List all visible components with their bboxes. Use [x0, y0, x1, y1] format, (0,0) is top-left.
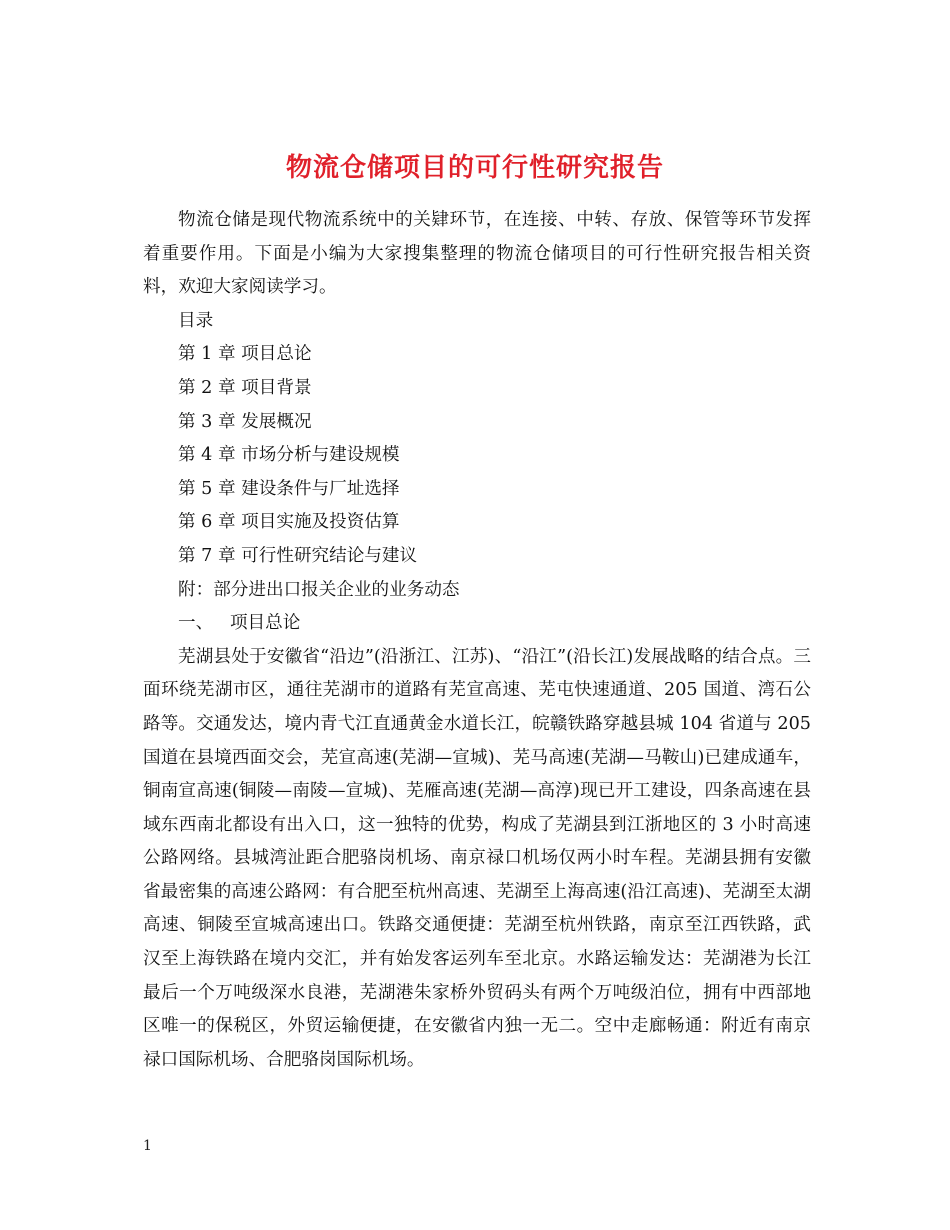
toc-item: 第 6 章 项目实施及投资估算	[178, 512, 400, 533]
toc-item: 第 4 章 市场分析与建设规模	[178, 445, 400, 466]
section-heading: 一、 项目总论	[178, 613, 301, 634]
toc-item: 第 2 章 项目背景	[178, 377, 312, 398]
toc-heading: 目录	[178, 310, 214, 331]
toc-item: 第 3 章 发展概况	[178, 411, 312, 432]
document-title: 物流仓储项目的可行性研究报告	[285, 153, 664, 184]
toc-item: 附：部分进出口报关企业的业务动态	[178, 579, 460, 600]
toc-item: 第 1 章 项目总论	[178, 344, 312, 365]
page-number: 1	[143, 1138, 152, 1154]
document-body	[143, 204, 811, 1077]
toc-item: 第 7 章 可行性研究结论与建议	[178, 545, 418, 566]
section-paragraph: 芜湖县处于安徽省“沿边”(沿浙江、江苏)、“沿江”(沿长江)发展战略的结合点。三面环绕芜湖市区，通往芜湖市的道路有芜宣高速、芜屯快速通道、205 国道、湾石公路等。交通发达，境内青弋江直通黄金水道长江，皖赣铁路穿越县城 104 省道与 205 国道在县境西面交会，芜宣高速(芜湖—宣城)、芜马高速(芜湖—马鞍山)已建成通车，铜南宣高速(铜陵—南陵—宣城)、芜雁高速(芜湖—高淳)现已开工建设，四条高速在县域东西南北都设有出入口，这一独特的优势，构成了芜湖县到江浙地区的 3 小时高速公路网络。县城湾沚距合肥骆岗机场、南京禄口机场仅两小时车程。芜湖县拥有安徽省最密集的高速公路网：有合肥至杭州高速、芜湖至上海高速(沿江高速)、芜湖至太湖高速、铜陵至宣城高速出口。铁路交通便捷：芜湖至杭州铁路，南京至江西铁路，武汉至上海铁路在境内交汇，并有始发客运列车至北京。水路运输发达：芜湖港为长江最后一个万吨级深水良港，芜湖港朱家桥外贸码头有两个万吨级泊位，拥有中西部地区唯一的保税区，外贸运输便捷，在安徽省内独一无二。空中走廊畅通：附近有南京禄口国际机场、合肥骆岗国际机场。	[143, 646, 811, 1070]
toc-item: 第 5 章 建设条件与厂址选择	[178, 478, 400, 499]
intro-paragraph: 物流仓储是现代物流系统中的关肄环节，在连接、中转、存放、保管等环节发挥着重要作用。下面是小编为大家搜集整理的物流仓储项目的可行性研究报告相关资料，欢迎大家阅读学习。	[143, 210, 811, 298]
